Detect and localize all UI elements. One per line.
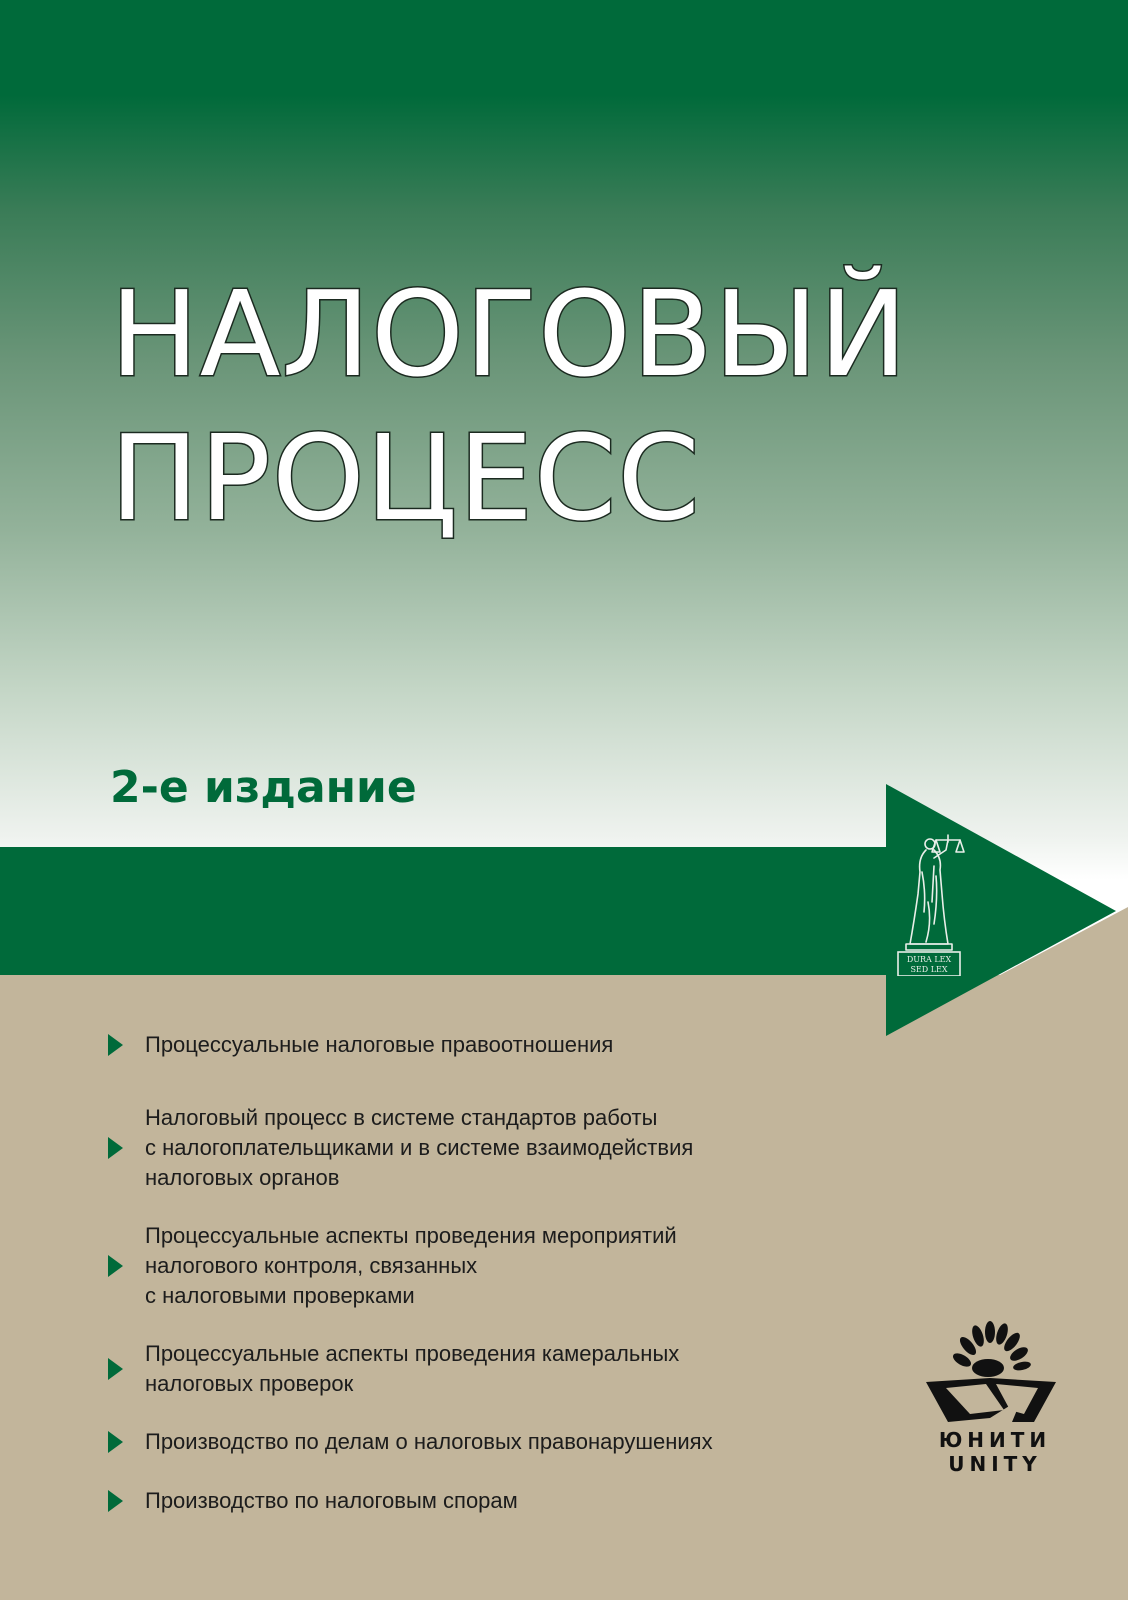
feature-item: [108, 1030, 613, 1060]
feature-item: [108, 1339, 679, 1399]
feature-text: Производство по налоговым спорам: [145, 1488, 518, 1513]
feature-text: Производство по делам о налоговых правонарушениях: [145, 1429, 713, 1454]
feature-item: [108, 1103, 693, 1193]
title-line-2: ПРОЦЕСС: [110, 409, 701, 547]
green-arrow-band: [0, 847, 888, 975]
plaque-line-1: DURA LEX: [906, 955, 952, 964]
triangle-bullet-icon: [108, 1137, 123, 1159]
plaque-line-2: SED LEX: [910, 965, 948, 974]
edition-label: 2-е издание: [110, 762, 417, 813]
title-line-1: НАЛОГОВЫЙ: [110, 265, 909, 403]
triangle-bullet-icon: [108, 1255, 123, 1277]
themis-statue-icon: [896, 832, 980, 976]
triangle-bullet-icon: [108, 1358, 123, 1380]
unity-publisher-logo-icon: [926, 1318, 1064, 1428]
publisher-name-ru: ЮНИТИ: [938, 1428, 1052, 1452]
feature-item: [108, 1427, 713, 1457]
feature-text: Налоговый процесс в системе стандартов работы с налогоплательщиками и в системе взаимодействия налоговых органов: [145, 1105, 694, 1190]
triangle-bullet-icon: [108, 1431, 123, 1453]
triangle-bullet-icon: [108, 1034, 123, 1056]
publisher-name-en: UNITY: [948, 1452, 1042, 1476]
feature-item: [108, 1221, 677, 1311]
triangle-bullet-icon: [108, 1490, 123, 1512]
feature-text: Процессуальные аспекты проведения мероприятий налогового контроля, связанных с налоговыми проверками: [145, 1223, 677, 1308]
feature-item: [108, 1486, 518, 1516]
publisher-logo: [926, 1318, 1064, 1476]
feature-text: Процессуальные налоговые правоотношения: [145, 1032, 614, 1057]
feature-text: Процессуальные аспекты проведения камеральных налоговых проверок: [145, 1341, 680, 1396]
book-title: [110, 262, 908, 550]
